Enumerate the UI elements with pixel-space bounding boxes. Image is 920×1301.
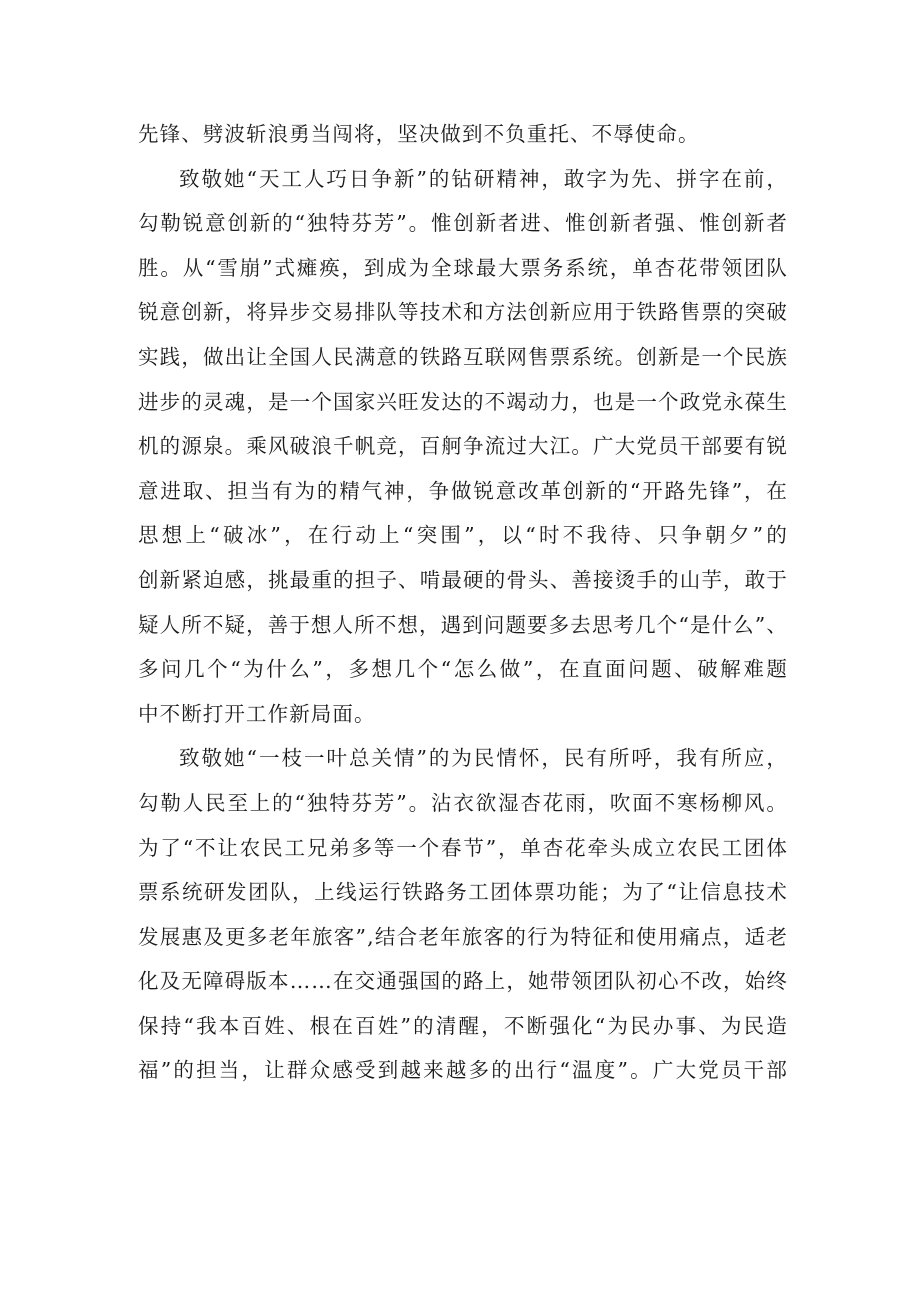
text-line: 勾勒锐意创新的“独特芬芳”。惟创新者进、惟创新者强、惟创新者 <box>138 211 788 236</box>
text-line: 实践，做出让全国人民满意的铁路互联网售票系统。创新是一个民族 <box>138 344 788 369</box>
paragraph-2 <box>138 157 788 737</box>
paragraph-1 <box>138 112 788 157</box>
text-line: 勾勒人民至上的“独特芬芳”。沾衣欲湿杏花雨，吹面不寒杨柳风。 <box>138 790 788 815</box>
text-line: 机的源泉。乘风破浪千帆竞，百舸争流过大江。广大党员干部要有锐 <box>138 434 788 459</box>
text-line: 疑人所不疑，善于想人所不想，遇到问题要多去思考几个“是什么”、 <box>138 612 788 637</box>
text-line: 致敬她“天工人巧日争新”的钻研精神，敢字为先、拼字在前， <box>179 166 788 191</box>
text-line: 创新紧迫感，挑最重的担子、啃最硬的骨头、善接烫手的山芋，敢于 <box>138 567 788 592</box>
text-line: 进步的灵魂，是一个国家兴旺发达的不竭动力，也是一个政党永葆生 <box>138 389 788 414</box>
text-line: 保持“我本百姓、根在百姓”的清醒，不断强化“为民办事、为民造 <box>138 1013 788 1038</box>
text-line: 中不断打开工作新局面。 <box>138 701 376 726</box>
text-line: 致敬她“一枝一叶总关情”的为民情怀，民有所呼，我有所应， <box>179 746 788 771</box>
text-line: 锐意创新，将异步交易排队等技术和方法创新应用于铁路售票的突破 <box>138 300 788 325</box>
document-body <box>138 112 788 1093</box>
paragraph-3 <box>138 736 788 1093</box>
text-line: 多问几个“为什么”，多想几个“怎么做”，在直面问题、破解难题 <box>138 657 788 682</box>
text-line: 胜。从“雪崩”式瘫痪，到成为全球最大票务系统，单杏花带领团队 <box>138 255 788 280</box>
text-line: 票系统研发团队，上线运行铁路务工团体票功能；为了“让信息技术 <box>138 880 788 905</box>
text-line: 为了“不让农民工兄弟多等一个春节”，单杏花牵头成立农民工团体 <box>138 835 788 860</box>
text-line: 先锋、劈波斩浪勇当闯将，坚决做到不负重托、不辱使命。 <box>138 122 700 146</box>
text-line: 化及无障碍版本……在交通强国的路上，她带领团队初心不改，始终 <box>138 969 788 994</box>
text-line: 思想上“破冰”，在行动上“突围”，以“时不我待、只争朝夕”的 <box>138 523 788 548</box>
text-line: 福”的担当，让群众感受到越来越多的出行“温度”。广大党员干部 <box>138 1058 788 1083</box>
text-line: 发展惠及更多老年旅客”,结合老年旅客的行为特征和使用痛点，适老 <box>138 924 788 949</box>
text-line: 意进取、担当有为的精气神，争做锐意改革创新的“开路先锋”，在 <box>138 478 788 503</box>
